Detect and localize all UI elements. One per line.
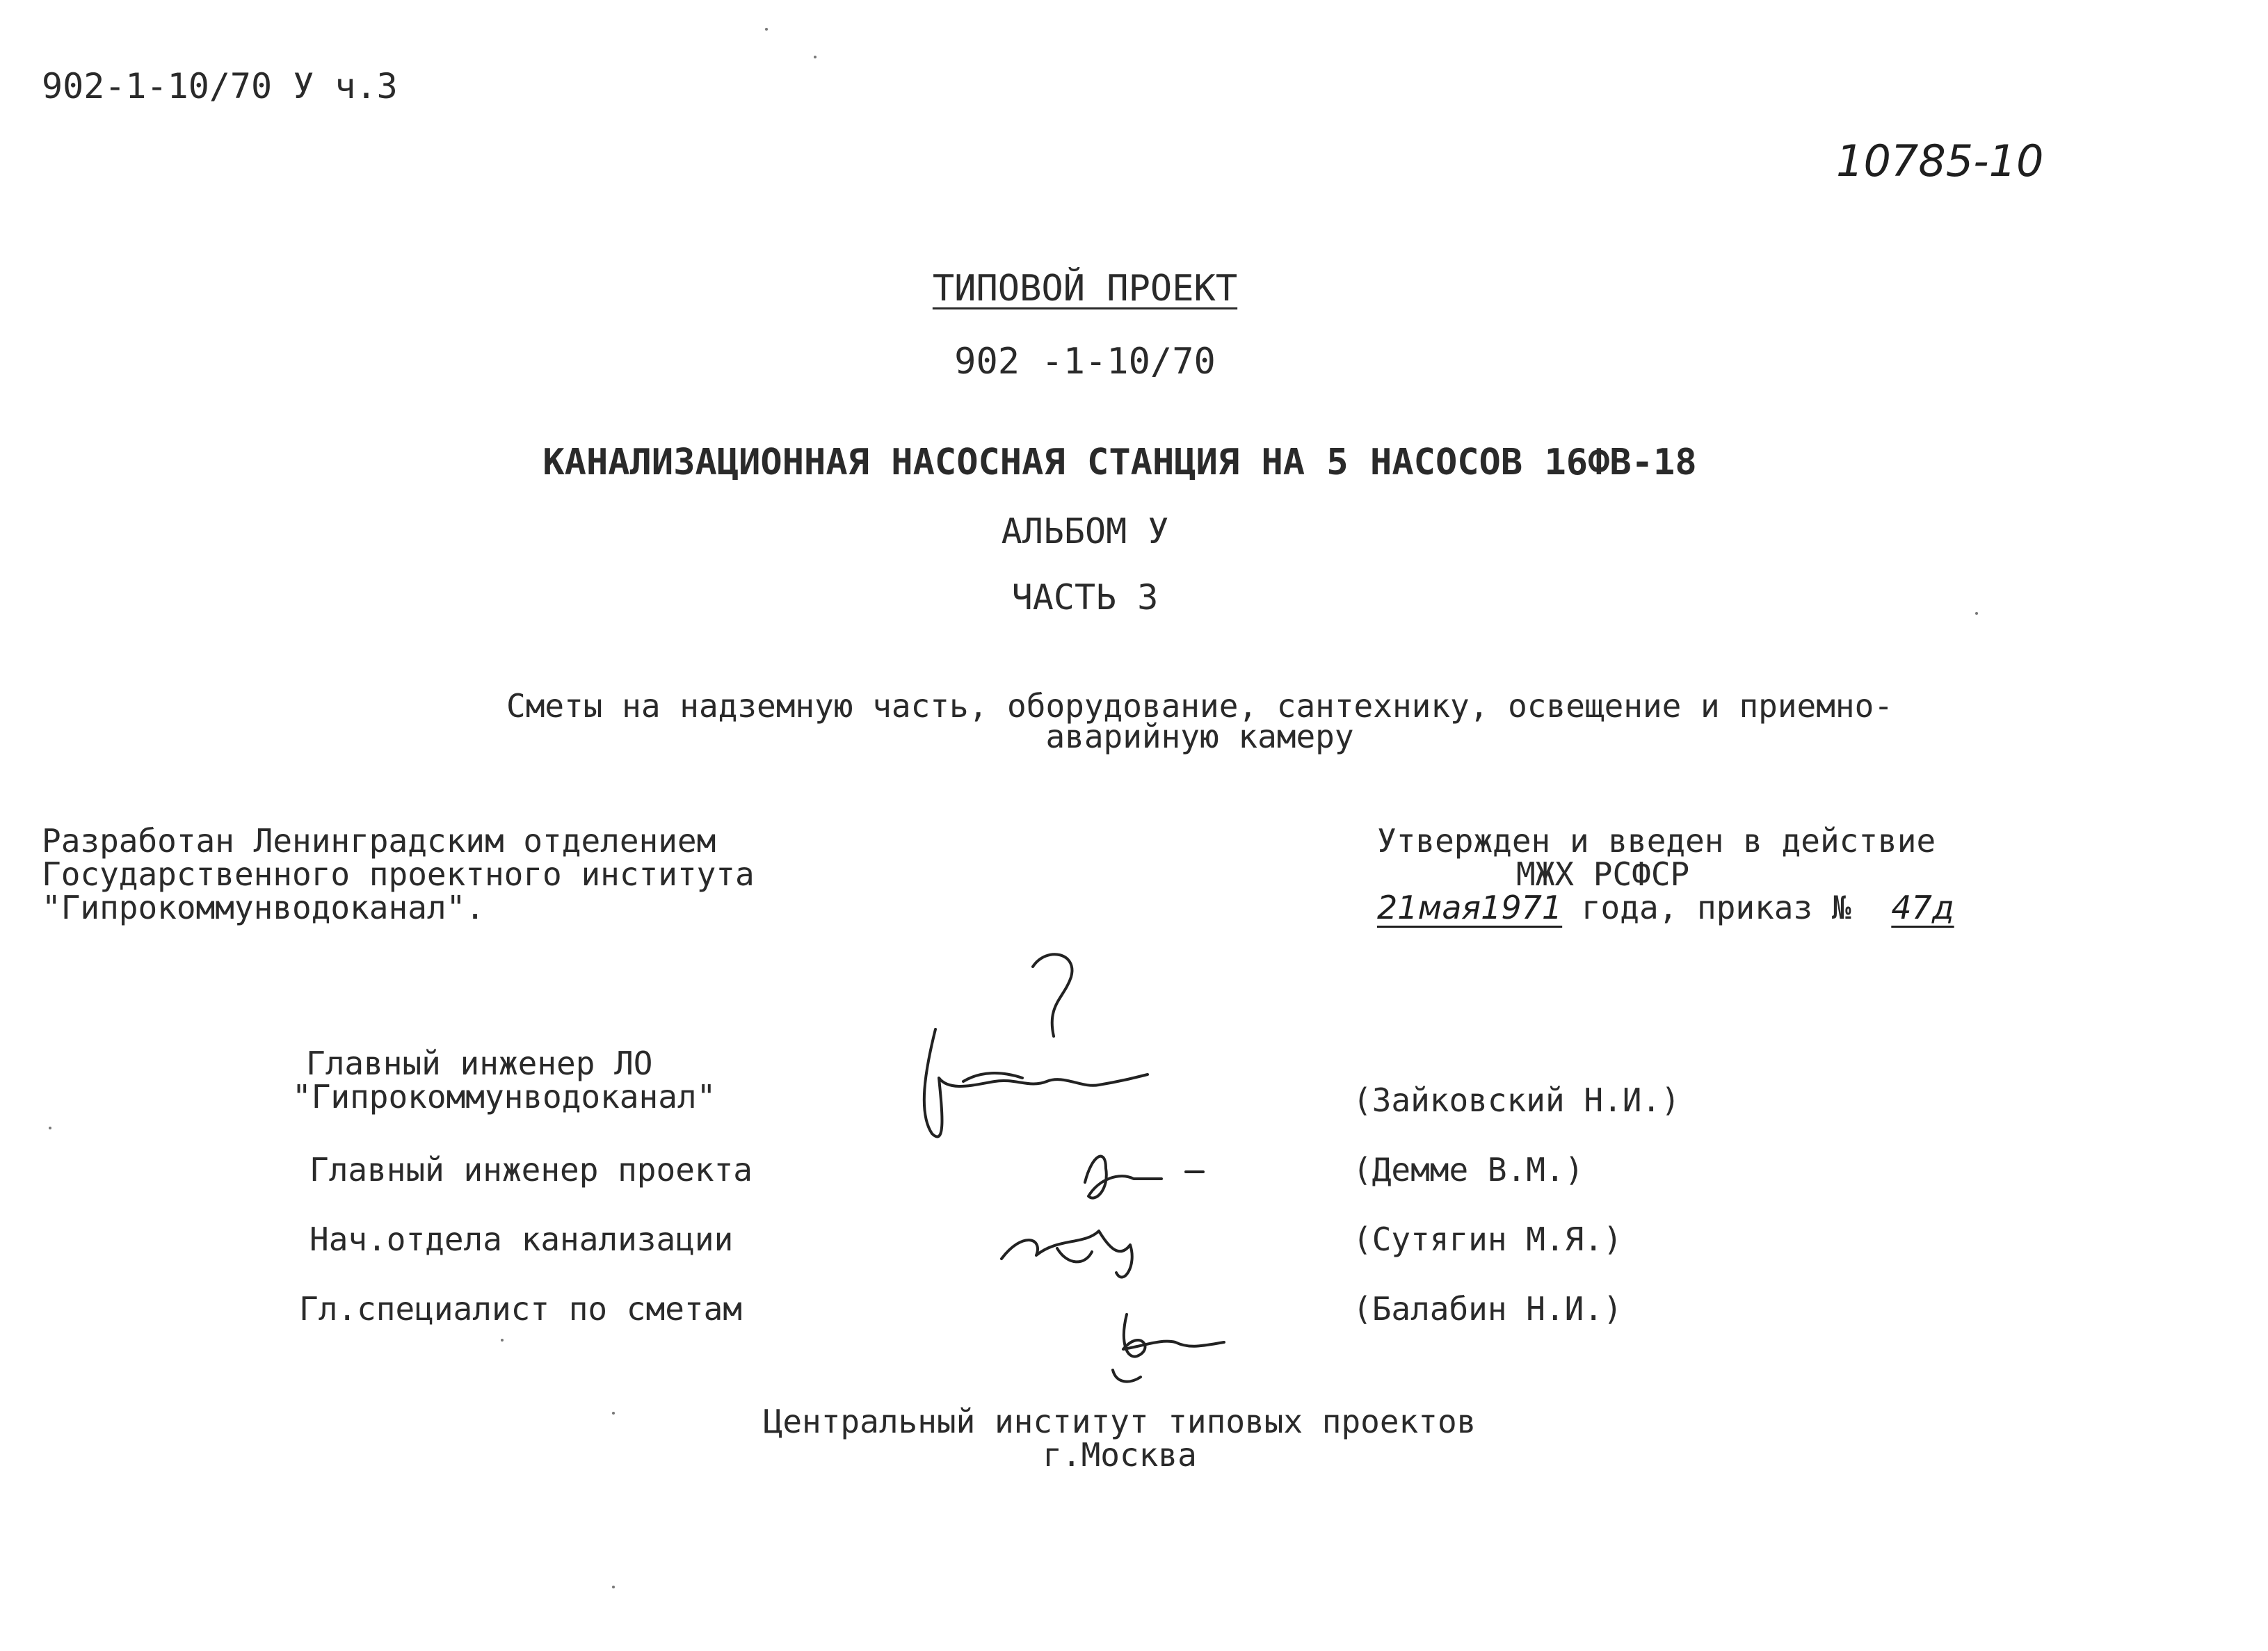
footer: [764, 1405, 1477, 1472]
developer-block: [42, 824, 755, 924]
description: [506, 688, 1893, 754]
approval-line-3: [1377, 891, 1982, 924]
scan-speck: [501, 1339, 504, 1342]
approval-suffix: года, приказ №: [1562, 889, 1851, 926]
description-line-1: Сметы на надземную часть, оборудование, сантехнику, освещение и приемно-: [506, 687, 1893, 725]
project-name: КАНАЛИЗАЦИОННАЯ НАСОСНАЯ СТАНЦИЯ НА 5 НАСОСОВ 16ФВ-18: [542, 442, 1697, 483]
signatory-role-1: [292, 1045, 716, 1116]
signatory-role-1-line-1: Главный инженер ЛО: [306, 1045, 653, 1082]
footer-line-2: г.Москва: [1043, 1436, 1197, 1474]
project-heading: ТИПОВОЙ ПРОЕКТ: [932, 268, 1238, 309]
part-label: ЧАСТЬ 3: [1011, 577, 1159, 618]
developer-line-3: "Гипрокоммунводоканал".: [42, 889, 485, 926]
scan-speck: [1975, 612, 1978, 615]
signatory-name-2: (Демме В.М.): [1353, 1151, 1584, 1189]
signatory-name-1: (Зайковский Н.И.): [1353, 1081, 1680, 1119]
scan-speck: [814, 56, 817, 58]
description-line-2: аварийную камеру: [1045, 718, 1354, 755]
handwritten-signatures: [897, 939, 1259, 1391]
archive-number: 10785-10: [1836, 136, 2044, 186]
signatory-role-2: Главный инженер проекта: [309, 1151, 753, 1189]
approval-line-1: Утвержден и введен в действие: [1377, 822, 1936, 860]
signatory-role-4: Гл.специалист по сметам: [299, 1290, 742, 1328]
signatory-role-3: Нач.отдела канализации: [309, 1221, 734, 1258]
approval-block: [1377, 824, 1982, 924]
scan-speck: [765, 28, 768, 31]
signatory-name-3: (Сутягин М.Я.): [1353, 1221, 1623, 1258]
footer-line-1: Центральный институт типовых проектов: [763, 1403, 1477, 1440]
order-number: 47д: [1891, 889, 1954, 926]
scan-speck: [612, 1586, 615, 1588]
scan-speck: [612, 1412, 615, 1415]
scan-speck: [49, 1127, 51, 1129]
project-number: 902 -1-10/70: [954, 341, 1216, 382]
developer-line-1: Разработан Ленинградским отделением: [42, 822, 716, 860]
signatory-name-4: (Балабин Н.И.): [1353, 1290, 1623, 1328]
signatory-role-1-line-2: "Гипрокоммунводоканал": [292, 1078, 716, 1116]
developer-line-2: Государственного проектного института: [42, 855, 755, 893]
approval-line-2: МЖХ РСФСР: [1516, 855, 1690, 893]
approval-date: 21мая1971: [1377, 889, 1563, 926]
document-code: 902-1-10/70 У ч.3: [42, 66, 398, 106]
album-label: АЛЬБОМ У: [1001, 511, 1169, 551]
